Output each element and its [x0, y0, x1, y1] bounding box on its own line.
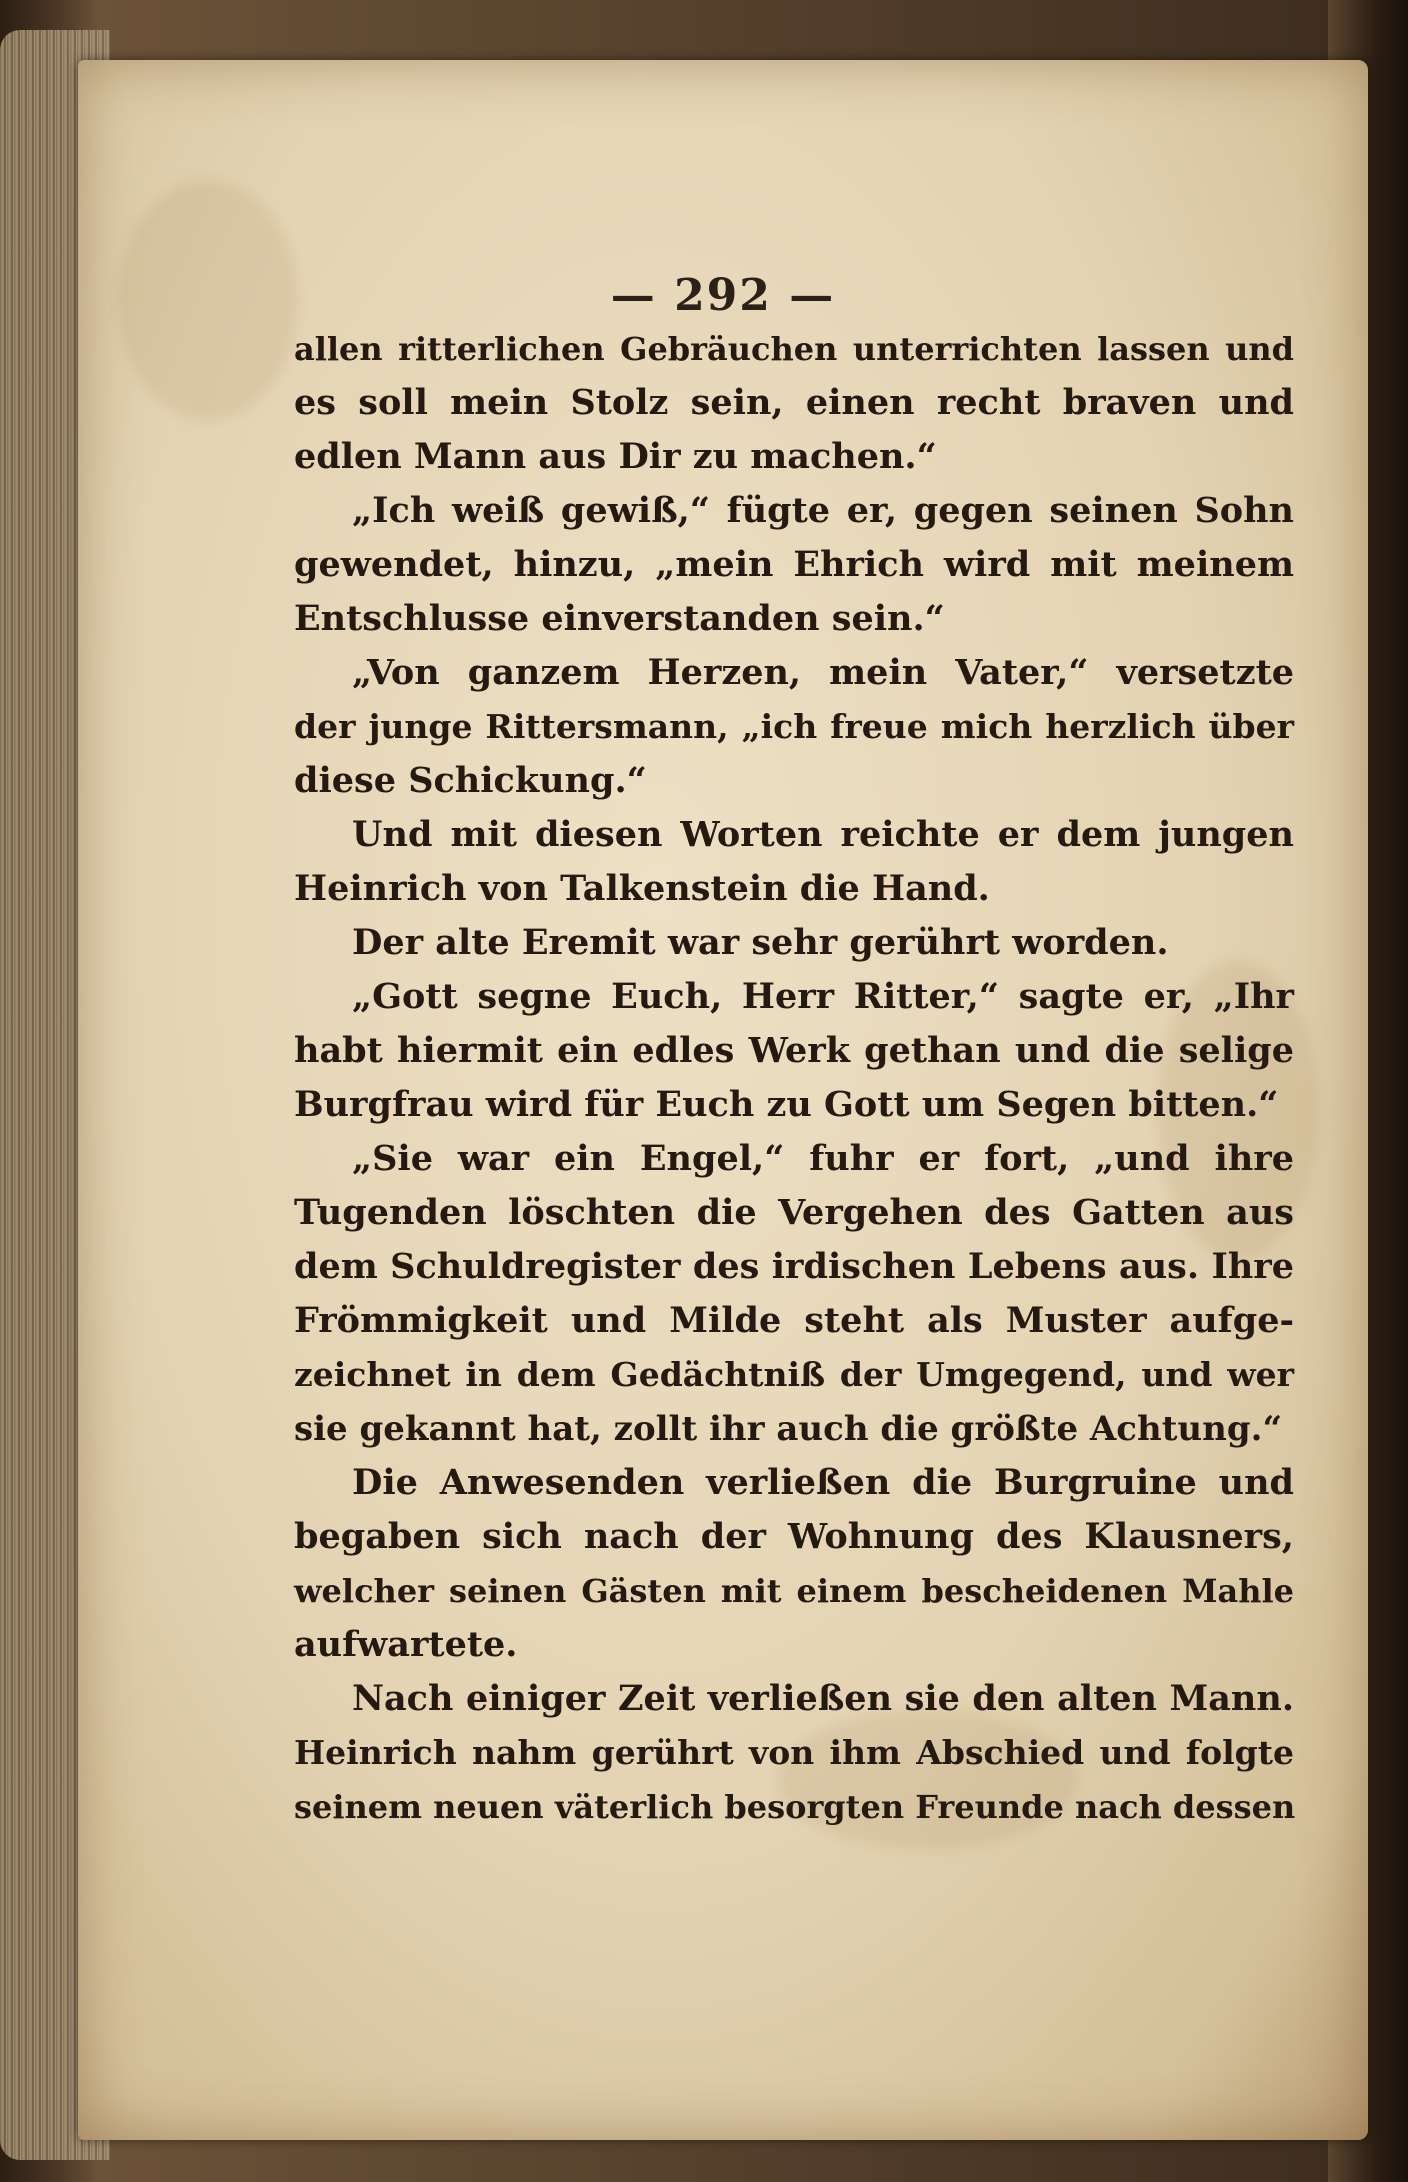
- text-line: Die Anwesenden verließen die Burgruine und: [352, 1462, 1294, 1503]
- text-line: Der alte Eremit war sehr gerührt worden.: [352, 922, 1169, 963]
- text-line: Nach einiger Zeit verließen sie den alten Mann.: [352, 1678, 1294, 1719]
- text-line: Heinrich nahm gerührt von ihm Abschied und folgte: [294, 1733, 1294, 1772]
- text-line: „Ich weiß gewiß,“ fügte er, gegen seinen Sohn: [352, 490, 1294, 531]
- text-line: „Von ganzem Herzen, mein Vater,“ versetzte: [352, 652, 1294, 693]
- text-line: Burgfrau wird für Euch zu Gott um Segen bitten.“: [294, 1084, 1279, 1125]
- text-line: allen ritterlichen Gebräuchen unterrichten lassen und: [294, 330, 1294, 368]
- text-line: es soll mein Stolz sein, einen recht braven und: [294, 382, 1294, 423]
- page-number: — 292 —: [610, 270, 836, 321]
- body-text: [294, 322, 1294, 1834]
- text-line: Und mit diesen Worten reichte er dem jungen: [352, 814, 1294, 855]
- text-line: der junge Rittersmann, „ich freue mich herzlich über: [294, 707, 1294, 746]
- text-line: Entschlusse einverstanden sein.“: [294, 598, 945, 639]
- text-line: zeichnet in dem Gedächtniß der Umgegend, und wer: [294, 1355, 1294, 1394]
- book-page: [78, 60, 1368, 2140]
- text-line: gewendet, hinzu, „mein Ehrich wird mit meinem: [294, 544, 1294, 585]
- text-line: welcher seinen Gästen mit einem bescheidenen Mahle: [294, 1572, 1294, 1610]
- text-line: habt hiermit ein edles Werk gethan und die selige: [294, 1030, 1294, 1071]
- text-line: „Gott segne Euch, Herr Ritter,“ sagte er, „Ihr: [352, 976, 1294, 1017]
- text-line: Frömmigkeit und Milde steht als Muster aufge-: [294, 1300, 1294, 1341]
- text-line: seinem neuen väterlich besorgten Freunde nach dessen: [294, 1788, 1296, 1826]
- text-line: aufwartete.: [294, 1624, 518, 1665]
- text-line: edlen Mann aus Dir zu machen.“: [294, 436, 937, 477]
- text-line: begaben sich nach der Wohnung des Klausners,: [294, 1516, 1294, 1557]
- text-line: dem Schuldregister des irdischen Lebens aus. Ihre: [294, 1246, 1294, 1287]
- text-line: Tugenden löschten die Vergehen des Gatten aus: [294, 1192, 1294, 1233]
- text-line: Heinrich von Talkenstein die Hand.: [294, 868, 990, 909]
- text-line: diese Schickung.“: [294, 760, 647, 801]
- text-line: sie gekannt hat, zollt ihr auch die größte Achtung.“: [294, 1409, 1283, 1449]
- text-line: „Sie war ein Engel,“ fuhr er fort, „und ihre: [352, 1138, 1294, 1179]
